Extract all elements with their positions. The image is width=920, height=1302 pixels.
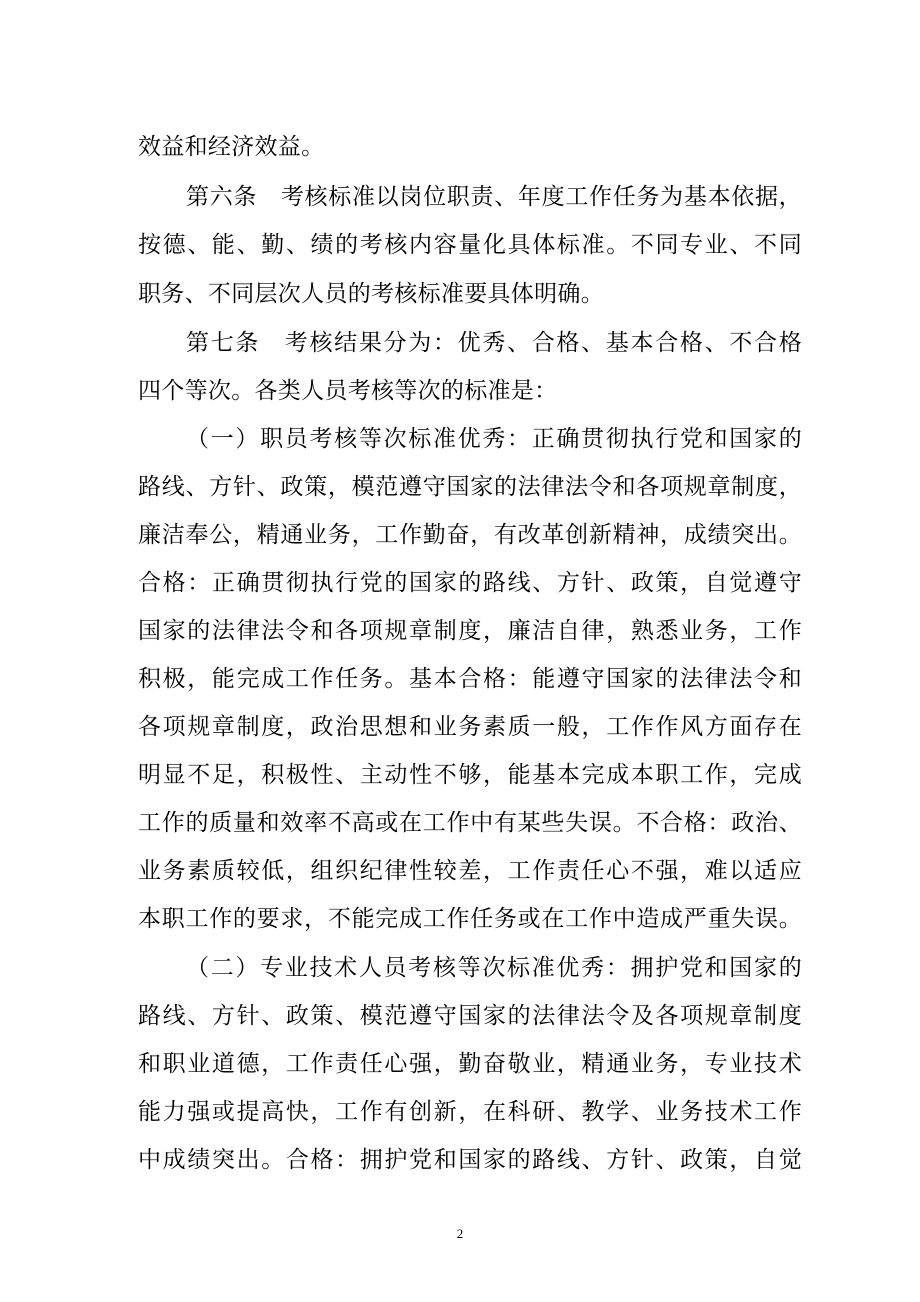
text-line: 能力强或提高快，工作有创新，在科研、教学、业务技术工作 (138, 1099, 802, 1125)
text-line: 廉洁奉公，精通业务，工作勤奋，有改革创新精神，成绩突出。 (138, 522, 802, 548)
text-line: （二）专业技术人员考核等次标准优秀：拥护党和国家的 (186, 955, 802, 981)
text-line: 第七条 考核结果分为：优秀、合格、基本合格、不合格 (186, 330, 802, 356)
text-line: 工作的质量和效率不高或在工作中有某些失误。不合格：政治、 (138, 810, 802, 836)
text-line: 按德、能、勤、绩的考核内容量化具体标准。不同专业、不同 (138, 232, 802, 258)
text-line: 本职工作的要求，不能完成工作任务或在工作中造成严重失误。 (138, 906, 802, 932)
text-line: 路线、方针、政策，模范遵守国家的法律法令和各项规章制度， (138, 474, 802, 500)
text-line: （一）职员考核等次标准优秀：正确贯彻执行党和国家的 (186, 426, 802, 452)
text-line: 第六条 考核标准以岗位职责、年度工作任务为基本依据， (186, 184, 802, 210)
text-line: 各项规章制度，政治思想和业务素质一般，工作作风方面存在 (138, 714, 802, 740)
text-line: 路线、方针、政策、模范遵守国家的法律法令及各项规章制度 (138, 1003, 802, 1029)
text-line: 中成绩突出。合格：拥护党和国家的路线、方针、政策，自觉 (138, 1147, 802, 1173)
text-line: 国家的法律法令和各项规章制度，廉洁自律，熟悉业务，工作 (138, 618, 802, 644)
text-line: 合格：正确贯彻执行党的国家的路线、方针、政策，自觉遵守 (138, 570, 802, 596)
page-number: 2 (456, 1226, 464, 1241)
text-line: 和职业道德，工作责任心强，勤奋敬业，精通业务，专业技术 (138, 1051, 802, 1077)
text-line: 职务、不同层次人员的考核标准要具体明确。 (138, 281, 604, 307)
text-line: 效益和经济效益。 (138, 134, 325, 160)
text-line: 四个等次。各类人员考核等次的标准是： (138, 378, 558, 404)
text-line: 明显不足，积极性、主动性不够，能基本完成本职工作，完成 (138, 762, 802, 788)
text-line: 积极，能完成工作任务。基本合格：能遵守国家的法律法令和 (138, 666, 802, 692)
text-line: 业务素质较低，组织纪律性较差，工作责任心不强，难以适应 (138, 858, 802, 884)
